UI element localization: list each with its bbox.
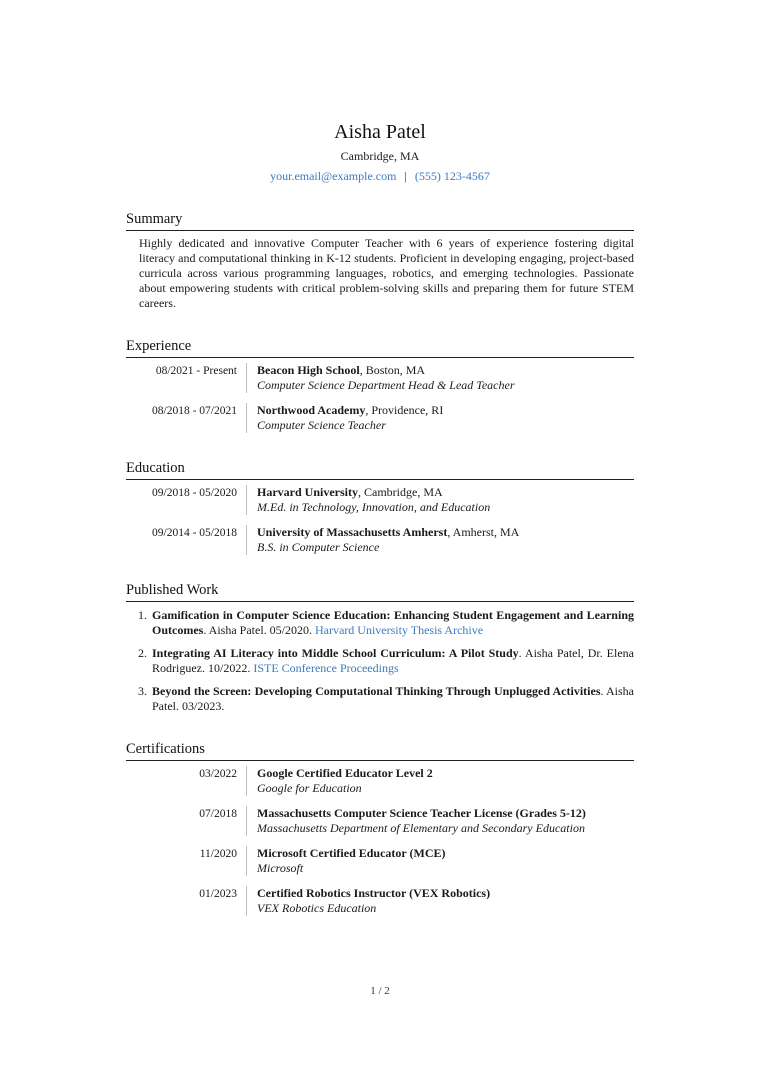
resume-page [126,118,634,916]
section-title-summary: Summary [126,210,634,231]
entry-body [246,363,515,393]
entry-body [246,403,443,433]
summary-section [126,210,634,311]
contact-line [126,168,634,184]
employer-location: , Providence, RI [365,403,444,417]
certification-name: Certified Robotics Instructor (VEX Robotics) [257,886,491,900]
degree: B.S. in Computer Science [257,540,380,554]
school-name: University of Massachusetts Amherst [257,525,448,539]
experience-entry [126,363,634,393]
entry-date: 08/2018 - 07/2021 [152,405,237,417]
publication-item [138,608,634,638]
publication-details: . Aisha Patel. 05/2020. [203,623,315,637]
certification-name: Massachusetts Computer Science Teacher License (Grades 5-12) [257,806,586,820]
employer-name: Northwood Academy [257,403,366,417]
job-title: Computer Science Teacher [257,418,386,432]
certification-entry [126,846,634,876]
certification-name: Microsoft Certified Educator (MCE) [257,846,446,860]
publication-details: . Aisha Patel. 03/2023. [152,684,634,713]
section-title-education: Education [126,459,634,480]
publication-item [138,646,634,676]
degree: M.Ed. in Technology, Innovation, and Education [257,500,491,514]
email-link[interactable]: your.email@example.com [270,169,397,183]
section-title-certifications: Certifications [126,740,634,761]
certifications-section [126,740,634,916]
phone-link[interactable]: (555) 123-4567 [414,169,490,183]
school-location: , Cambridge, MA [358,485,443,499]
certification-issuer: Google for Education [257,781,362,795]
certification-entry [126,886,634,916]
school-name: Harvard University [257,485,358,499]
publication-title: Beyond the Screen: Developing Computational Thinking Through Unplugged Activities [152,684,601,698]
employer-location: , Boston, MA [359,363,426,377]
entry-body [246,525,519,555]
certification-issuer: Microsoft [257,861,304,875]
certification-name: Google Certified Educator Level 2 [257,766,433,780]
publication-details: . Aisha Patel, Dr. Elena Rodriguez. 10/2022. [152,646,634,675]
entry-date: 08/2021 - Present [155,365,237,377]
experience-entry [126,403,634,433]
entry-date: 11/2020 [199,848,237,860]
school-location: , Amherst, MA [447,525,520,539]
entry-body [246,806,586,836]
entry-body [246,485,490,515]
publication-title: Integrating AI Literacy into Middle School Curriculum: A Pilot Study [152,646,519,660]
publication-title: Gamification in Computer Science Education: Enhancing Student Engagement and Learning Outcomes [152,608,634,637]
entry-body [246,846,446,876]
publication-number: 1. [138,608,147,622]
contact-separator: | [404,169,407,183]
entry-date: 07/2018 [199,808,237,820]
section-title-experience: Experience [126,337,634,358]
page-number: 1 / 2 [370,985,390,997]
publication-link[interactable]: ISTE Conference Proceedings [253,661,399,675]
candidate-location: Cambridge, MA [340,149,420,163]
publication-link[interactable]: Harvard University Thesis Archive [315,623,484,637]
publication-item [138,684,634,714]
education-section [126,459,634,555]
publications-section [126,581,634,714]
publication-number: 2. [138,646,147,660]
certification-issuer: VEX Robotics Education [257,901,377,915]
experience-section [126,337,634,433]
candidate-name: Aisha Patel [334,121,426,143]
certification-entry [126,766,634,796]
publication-list [126,608,634,714]
education-entry [126,525,634,555]
entry-body [246,766,433,796]
education-entry [126,485,634,515]
entry-date: 09/2014 - 05/2018 [152,527,237,539]
entry-body [246,886,490,916]
entry-date: 03/2022 [199,768,237,780]
job-title: Computer Science Department Head & Lead Teacher [257,378,515,392]
publication-number: 3. [138,684,147,698]
employer-name: Beacon High School [257,363,360,377]
entry-date: 01/2023 [199,888,237,900]
resume-header [126,118,634,184]
section-title-publications: Published Work [126,581,634,602]
summary-text: Highly dedicated and innovative Computer Teacher with 6 years of experience fostering digital literacy and computational thinking in K-12 students. Proficient in developing engaging, project-based curricula across various programming languages, robotics, and emerging technologies. Passionate about empowering students with critical problem-solving skills and preparing them for future STEM careers. [139,236,634,310]
certification-entry [126,806,634,836]
certification-issuer: Massachusetts Department of Elementary and Secondary Education [257,821,585,835]
entry-date: 09/2018 - 05/2020 [152,487,237,499]
